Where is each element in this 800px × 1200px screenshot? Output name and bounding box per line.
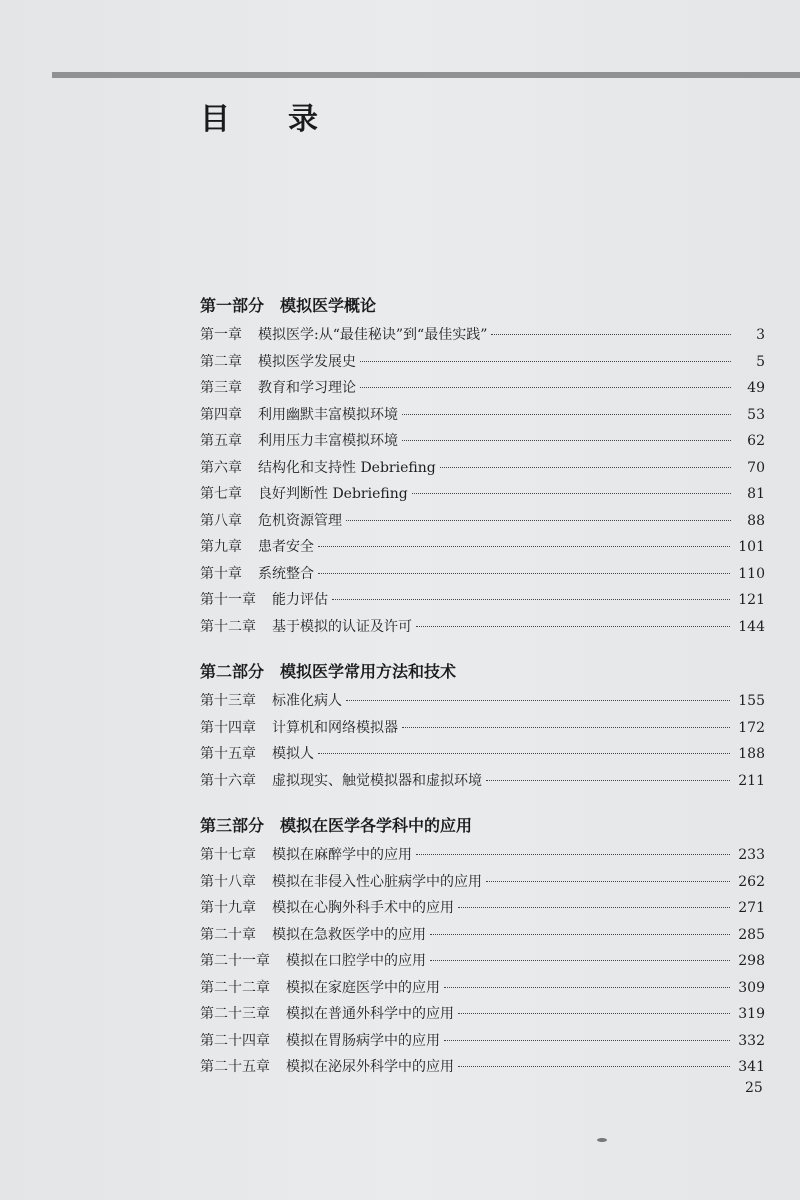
chapter-title: 模拟在非侵入性心脏病学中的应用 [272, 873, 482, 890]
chapter-title: 模拟在泌尿外科学中的应用 [286, 1059, 454, 1075]
chapter-title: 模拟在普通外科学中的应用 [286, 1006, 454, 1022]
dot-leader [444, 1040, 730, 1041]
chapter-page-number: 172 [738, 719, 765, 736]
part-heading [200, 290, 765, 322]
chapter-number: 第二十章 [200, 926, 256, 943]
chapter-title: 虚拟现实、触觉模拟器和虚拟环境 [272, 772, 482, 789]
chapter-number: 第九章 [200, 539, 242, 555]
part-heading [200, 810, 765, 842]
chapter-title: 计算机和网络模拟器 [272, 719, 398, 736]
chapter-page-number: 332 [738, 1032, 765, 1049]
chapter-page-number: 155 [738, 693, 765, 709]
chapter-number: 第十一章 [200, 592, 256, 608]
dot-leader [416, 854, 730, 855]
part-number: 第三部分 [200, 816, 265, 835]
chapter-number: 第二十五章 [200, 1059, 270, 1075]
toc-entry[interactable] [200, 402, 765, 429]
dot-leader [360, 387, 731, 388]
chapter-number: 第二十四章 [200, 1032, 270, 1049]
chapter-number: 第十九章 [200, 900, 256, 916]
chapter-page-number: 5 [756, 353, 765, 370]
toc-entry[interactable] [200, 322, 765, 349]
dot-leader [402, 440, 731, 441]
chapter-page-number: 53 [747, 406, 765, 423]
toc-entry[interactable] [200, 842, 765, 869]
chapter-number: 第二十三章 [200, 1006, 270, 1022]
chapter-number: 第十五章 [200, 746, 256, 762]
chapter-title: 标准化病人 [272, 693, 342, 709]
chapter-title: 模拟在胃肠病学中的应用 [286, 1032, 440, 1049]
dot-leader [360, 361, 731, 362]
chapter-number: 第八章 [200, 512, 242, 529]
chapter-page-number: 319 [738, 1006, 765, 1022]
chapter-title: 系统整合 [258, 565, 314, 582]
toc-entry[interactable] [200, 349, 765, 376]
chapter-title: 模拟在急救医学中的应用 [272, 926, 426, 943]
toc-entry[interactable] [200, 922, 765, 949]
chapter-number: 第十八章 [200, 873, 256, 890]
chapter-title: 模拟在心胸外科手术中的应用 [272, 900, 454, 916]
chapter-page-number: 70 [747, 459, 765, 476]
chapter-page-number: 233 [738, 847, 765, 863]
dot-leader [318, 753, 730, 754]
chapter-number: 第六章 [200, 459, 242, 476]
part-spacer [200, 644, 765, 656]
chapter-page-number: 3 [756, 327, 765, 343]
dot-leader [346, 700, 730, 701]
toc-entry[interactable] [200, 614, 765, 641]
page-number: 25 [745, 1080, 763, 1096]
toc-entry[interactable] [200, 688, 765, 715]
toc-entry[interactable] [200, 1054, 765, 1081]
chapter-number: 第三章 [200, 380, 242, 396]
chapter-title: 模拟在口腔学中的应用 [286, 953, 426, 969]
chapter-title: 教育和学习理论 [258, 380, 356, 396]
chapter-page-number: 144 [738, 618, 765, 635]
table-of-contents [200, 290, 765, 1085]
dot-leader [486, 780, 730, 781]
chapter-title: 模拟在家庭医学中的应用 [286, 979, 440, 996]
dot-leader [458, 1013, 730, 1014]
chapter-number: 第一章 [200, 327, 242, 343]
chapter-page-number: 271 [738, 900, 765, 916]
chapter-page-number: 88 [747, 512, 765, 529]
toc-entry[interactable] [200, 869, 765, 896]
chapter-title: 能力评估 [272, 592, 328, 608]
chapter-number: 第十二章 [200, 618, 256, 635]
toc-entry[interactable] [200, 455, 765, 482]
chapter-page-number: 211 [738, 772, 765, 789]
chapter-title: 危机资源管理 [258, 512, 342, 529]
chapter-page-number: 81 [747, 486, 765, 502]
part-heading [200, 656, 765, 688]
toc-part [200, 656, 765, 794]
toc-entry[interactable] [200, 534, 765, 561]
chapter-page-number: 62 [747, 433, 765, 449]
chapter-title: 利用压力丰富模拟环境 [258, 433, 398, 449]
dot-leader [430, 934, 730, 935]
chapter-number: 第十三章 [200, 693, 256, 709]
toc-entry[interactable] [200, 741, 765, 768]
toc-part [200, 810, 765, 1081]
chapter-number: 第五章 [200, 433, 242, 449]
toc-entry[interactable] [200, 561, 765, 588]
dot-leader [402, 727, 730, 728]
scan-smudge [597, 1138, 607, 1142]
dot-leader [430, 960, 730, 961]
dot-leader [416, 626, 730, 627]
toc-entry[interactable] [200, 715, 765, 742]
chapter-page-number: 121 [738, 592, 765, 608]
part-number: 第二部分 [200, 662, 265, 681]
chapter-page-number: 188 [738, 746, 765, 762]
dot-leader [444, 987, 730, 988]
toc-entry[interactable] [200, 375, 765, 402]
dot-leader [332, 599, 730, 600]
page-title: 目 录 [200, 102, 332, 137]
dot-leader [402, 414, 731, 415]
chapter-page-number: 341 [738, 1059, 765, 1075]
dot-leader [318, 546, 730, 547]
dot-leader [346, 520, 731, 521]
toc-entry[interactable] [200, 895, 765, 922]
chapter-number: 第十四章 [200, 719, 256, 736]
chapter-number: 第二十二章 [200, 979, 270, 996]
chapter-page-number: 298 [738, 953, 765, 969]
dot-leader [486, 881, 730, 882]
chapter-number: 第二十一章 [200, 953, 270, 969]
chapter-page-number: 285 [738, 926, 765, 943]
dot-leader [491, 334, 731, 335]
toc-entry[interactable] [200, 948, 765, 975]
part-spacer [200, 798, 765, 810]
toc-entry[interactable] [200, 1001, 765, 1028]
chapter-number: 第七章 [200, 486, 242, 502]
chapter-number: 第十七章 [200, 847, 256, 863]
chapter-title: 利用幽默丰富模拟环境 [258, 406, 398, 423]
dot-leader [412, 493, 731, 494]
toc-entry[interactable] [200, 1028, 765, 1055]
toc-entry[interactable] [200, 428, 765, 455]
part-title: 模拟医学概论 [280, 296, 377, 315]
chapter-title: 模拟在麻醉学中的应用 [272, 847, 412, 863]
chapter-title: 模拟医学发展史 [258, 353, 356, 370]
chapter-page-number: 309 [738, 979, 765, 996]
chapter-number: 第二章 [200, 353, 242, 370]
chapter-page-number: 262 [738, 873, 765, 890]
chapter-title: 基于模拟的认证及许可 [272, 618, 412, 635]
dot-leader [458, 1066, 730, 1067]
chapter-page-number: 110 [738, 565, 765, 582]
chapter-number: 第四章 [200, 406, 242, 423]
chapter-title: 患者安全 [258, 539, 314, 555]
toc-entry[interactable] [200, 768, 765, 795]
part-number: 第一部分 [200, 296, 265, 315]
chapter-page-number: 101 [738, 539, 765, 555]
chapter-title: 模拟人 [272, 746, 314, 762]
chapter-page-number: 49 [747, 380, 765, 396]
header-rule [52, 72, 800, 78]
chapter-title: 结构化和支持性 Debriefing [258, 459, 436, 476]
toc-entry[interactable] [200, 587, 765, 614]
toc-entry[interactable] [200, 481, 765, 508]
part-title: 模拟在医学各学科中的应用 [280, 816, 473, 835]
dot-leader [318, 573, 730, 574]
dot-leader [458, 907, 730, 908]
chapter-number: 第十六章 [200, 772, 256, 789]
toc-entry[interactable] [200, 508, 765, 535]
toc-entry[interactable] [200, 975, 765, 1002]
chapter-title: 模拟医学:从“最佳秘诀”到“最佳实践” [258, 327, 488, 343]
dot-leader [440, 467, 731, 468]
toc-part [200, 290, 765, 640]
part-title: 模拟医学常用方法和技术 [280, 662, 457, 681]
chapter-title: 良好判断性 Debriefing [258, 486, 408, 502]
chapter-number: 第十章 [200, 565, 242, 582]
